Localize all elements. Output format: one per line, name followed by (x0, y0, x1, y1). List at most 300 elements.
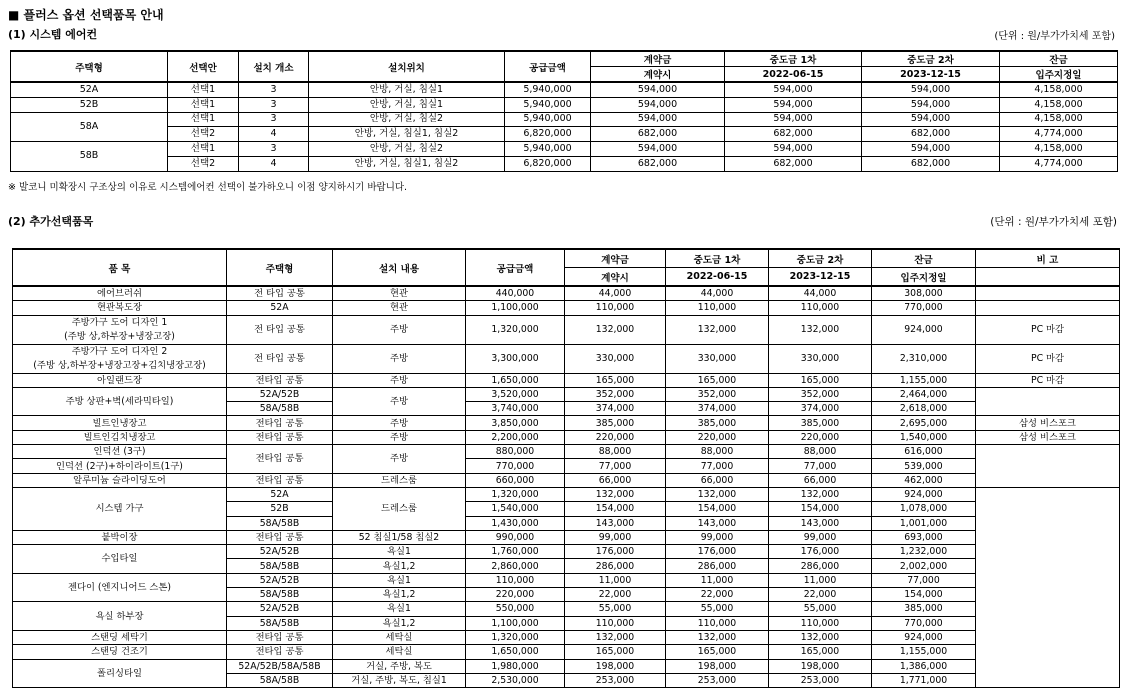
table-row (11, 156, 1118, 171)
cell-contract: 66,000 (565, 473, 666, 487)
cell-mid1: 88,000 (666, 445, 769, 459)
cell-type: 전타입 공통 (227, 373, 333, 387)
section1-heading: (1) 시스템 에어컨 (8, 28, 98, 41)
cell-contract: 198,000 (565, 659, 666, 673)
cell-contract: 594,000 (591, 97, 725, 112)
cell-type: 52B (227, 502, 333, 516)
cell-type: 52A/52B (227, 387, 333, 401)
cell-item: 젠다이 (엔지니어드 스톤) (13, 573, 227, 602)
cell-location: 안방, 거실, 침실1 (309, 82, 505, 97)
cell-balance: 924,000 (872, 630, 976, 644)
cell-contract: 44,000 (565, 286, 666, 301)
cell-mid2: 374,000 (769, 402, 872, 416)
cell-location: 안방, 거실, 침실2 (309, 112, 505, 127)
cell-contract: 99,000 (565, 530, 666, 544)
cell-count: 4 (239, 127, 309, 142)
table-row (13, 473, 1120, 487)
cell-mid2: 198,000 (769, 659, 872, 673)
cell-content: 주방 (333, 373, 466, 387)
cell-location: 안방, 거실, 침실1 (309, 97, 505, 112)
cell-balance: 616,000 (872, 445, 976, 459)
cell-balance: 2,695,000 (872, 416, 976, 430)
col-contract: 계약금 (565, 249, 666, 268)
cell-mid1: 55,000 (666, 602, 769, 616)
cell-balance: 1,001,000 (872, 516, 976, 530)
col-remark-sub (976, 268, 1120, 287)
cell-content: 주방 (333, 445, 466, 474)
cell-type: 52A/52B/58A/58B (227, 659, 333, 673)
table-row (13, 286, 1120, 301)
cell-mid1: 132,000 (666, 315, 769, 344)
cell-content: 욕실1 (333, 545, 466, 559)
cell-remark (976, 487, 1120, 687)
cell-mid2: 154,000 (769, 502, 872, 516)
cell-mid1: 594,000 (725, 97, 862, 112)
cell-mid2: 11,000 (769, 573, 872, 587)
table-row (13, 430, 1120, 444)
cell-type: 58A/58B (227, 673, 333, 687)
cell-mid2: 110,000 (769, 301, 872, 315)
cell-location: 안방, 거실, 침실1, 침실2 (309, 127, 505, 142)
cell-item: 수입타일 (13, 545, 227, 574)
cell-type: 전타입 공통 (227, 645, 333, 659)
cell-mid1: 99,000 (666, 530, 769, 544)
aircon-table (10, 50, 1118, 172)
cell-mid2: 594,000 (862, 142, 1000, 157)
cell-item: 인덕션 (2구)+하이라이트(1구) (13, 459, 227, 473)
table-row (11, 142, 1118, 157)
cell-content: 주방 (333, 416, 466, 430)
cell-content: 거실, 주방, 복도, 침실1 (333, 673, 466, 687)
cell-supply: 1,430,000 (466, 516, 565, 530)
table-row (13, 344, 1120, 373)
cell-supply: 1,650,000 (466, 645, 565, 659)
cell-item: 스탠딩 건조기 (13, 645, 227, 659)
cell-contract: 165,000 (565, 373, 666, 387)
cell-mid1: 143,000 (666, 516, 769, 530)
cell-balance: 1,232,000 (872, 545, 976, 559)
cell-mid1: 198,000 (666, 659, 769, 673)
cell-mid1: 132,000 (666, 630, 769, 644)
cell-content: 거실, 주방, 복도 (333, 659, 466, 673)
cell-mid1: 682,000 (725, 127, 862, 142)
cell-contract: 88,000 (565, 445, 666, 459)
table-row (13, 645, 1120, 659)
cell-content: 현관 (333, 286, 466, 301)
col-balance: 잔금 (1000, 51, 1118, 67)
cell-balance: 924,000 (872, 487, 976, 501)
cell-content: 욕실1,2 (333, 588, 466, 602)
cell-contract: 594,000 (591, 82, 725, 97)
cell-supply: 1,320,000 (466, 315, 565, 344)
cell-count: 3 (239, 112, 309, 127)
cell-content: 세탁실 (333, 630, 466, 644)
cell-content: 주방 (333, 430, 466, 444)
cell-balance: 154,000 (872, 588, 976, 602)
col-item: 품 목 (13, 249, 227, 286)
cell-type: 58A/58B (227, 559, 333, 573)
section2-heading: (2) 추가선택품목 (8, 215, 94, 228)
cell-supply: 2,200,000 (466, 430, 565, 444)
cell-remark: PC 마감 (976, 315, 1120, 344)
cell-mid1: 594,000 (725, 112, 862, 127)
cell-location: 안방, 거실, 침실1, 침실2 (309, 156, 505, 171)
col-mid2: 중도금 2차 (769, 249, 872, 268)
cell-type: 58B (11, 142, 168, 172)
cell-supply: 1,540,000 (466, 502, 565, 516)
cell-type: 52B (11, 97, 168, 112)
cell-supply: 2,860,000 (466, 559, 565, 573)
cell-supply: 1,980,000 (466, 659, 565, 673)
cell-mid1: 132,000 (666, 487, 769, 501)
cell-contract: 594,000 (591, 112, 725, 127)
cell-supply: 1,100,000 (466, 301, 565, 315)
cell-supply: 1,650,000 (466, 373, 565, 387)
cell-content: 욕실1,2 (333, 559, 466, 573)
col-type: 주택형 (227, 249, 333, 286)
cell-contract: 110,000 (565, 301, 666, 315)
cell-mid2: 286,000 (769, 559, 872, 573)
cell-mid1: 594,000 (725, 82, 862, 97)
cell-mid1: 11,000 (666, 573, 769, 587)
cell-supply: 5,940,000 (505, 97, 591, 112)
cell-balance: 4,158,000 (1000, 82, 1118, 97)
table-row (13, 487, 1120, 501)
cell-item: 알루미늄 슬라이딩도어 (13, 473, 227, 487)
cell-contract: 682,000 (591, 156, 725, 171)
cell-contract: 253,000 (565, 673, 666, 687)
cell-balance: 1,540,000 (872, 430, 976, 444)
col-content: 설치 내용 (333, 249, 466, 286)
cell-item: 빌트인김치냉장고 (13, 430, 227, 444)
cell-contract: 132,000 (565, 315, 666, 344)
cell-supply: 1,320,000 (466, 487, 565, 501)
cell-supply: 550,000 (466, 602, 565, 616)
table-row (11, 82, 1118, 97)
cell-contract: 385,000 (565, 416, 666, 430)
cell-contract: 286,000 (565, 559, 666, 573)
cell-balance: 4,158,000 (1000, 112, 1118, 127)
cell-mid2: 55,000 (769, 602, 872, 616)
cell-content: 드레스룸 (333, 487, 466, 530)
cell-contract: 682,000 (591, 127, 725, 142)
cell-supply: 440,000 (466, 286, 565, 301)
cell-supply: 220,000 (466, 588, 565, 602)
cell-mid1: 77,000 (666, 459, 769, 473)
cell-mid1: 385,000 (666, 416, 769, 430)
cell-type: 52A (227, 487, 333, 501)
cell-content: 주방 (333, 344, 466, 373)
cell-mid2: 110,000 (769, 616, 872, 630)
cell-option: 선택2 (168, 156, 239, 171)
cell-supply: 5,940,000 (505, 142, 591, 157)
cell-mid1: 154,000 (666, 502, 769, 516)
table-row (13, 573, 1120, 587)
cell-option: 선택1 (168, 112, 239, 127)
table-row (13, 602, 1120, 616)
cell-count: 3 (239, 142, 309, 157)
col-option: 선택안 (168, 51, 239, 82)
cell-type: 58A (11, 112, 168, 142)
cell-mid1: 165,000 (666, 373, 769, 387)
cell-balance: 385,000 (872, 602, 976, 616)
cell-mid2: 253,000 (769, 673, 872, 687)
table-row (13, 530, 1120, 544)
col-balance-sub: 입주지정일 (872, 268, 976, 287)
cell-supply: 110,000 (466, 573, 565, 587)
cell-balance: 4,774,000 (1000, 127, 1118, 142)
cell-item: 빌트인냉장고 (13, 416, 227, 430)
cell-location: 안방, 거실, 침실2 (309, 142, 505, 157)
cell-type: 전타입 공통 (227, 530, 333, 544)
cell-mid2: 99,000 (769, 530, 872, 544)
cell-type: 52A (11, 82, 168, 97)
cell-mid1: 286,000 (666, 559, 769, 573)
cell-content: 주방 (333, 315, 466, 344)
cell-contract: 143,000 (565, 516, 666, 530)
cell-type: 전 타입 공통 (227, 286, 333, 301)
cell-contract: 55,000 (565, 602, 666, 616)
cell-contract: 154,000 (565, 502, 666, 516)
cell-mid1: 176,000 (666, 545, 769, 559)
cell-type: 58A/58B (227, 516, 333, 530)
cell-mid1: 253,000 (666, 673, 769, 687)
options-table (12, 248, 1120, 688)
cell-mid2: 77,000 (769, 459, 872, 473)
cell-type: 52A (227, 301, 333, 315)
cell-item: 폴리싱타일 (13, 659, 227, 688)
col-type: 주택형 (11, 51, 168, 82)
cell-item: 시스템 가구 (13, 487, 227, 530)
cell-supply: 1,320,000 (466, 630, 565, 644)
col-supply: 공급금액 (505, 51, 591, 82)
cell-item: 주방가구 도어 디자인 2 (주방 상,하부장+냉장고장+김치냉장고장) (13, 344, 227, 373)
cell-mid1: 110,000 (666, 616, 769, 630)
cell-contract: 77,000 (565, 459, 666, 473)
options-table-body (13, 286, 1120, 688)
col-mid2: 중도금 2차 (862, 51, 1000, 67)
cell-contract: 330,000 (565, 344, 666, 373)
cell-mid2: 352,000 (769, 387, 872, 401)
table-row (11, 97, 1118, 112)
cell-mid2: 143,000 (769, 516, 872, 530)
cell-type: 58A/58B (227, 402, 333, 416)
cell-item: 스탠딩 세탁기 (13, 630, 227, 644)
cell-content: 욕실1 (333, 573, 466, 587)
cell-mid1: 66,000 (666, 473, 769, 487)
cell-remark (976, 445, 1120, 488)
cell-supply: 6,820,000 (505, 156, 591, 171)
col-supply: 공급금액 (466, 249, 565, 286)
cell-contract: 374,000 (565, 402, 666, 416)
cell-supply: 3,850,000 (466, 416, 565, 430)
cell-supply: 5,940,000 (505, 112, 591, 127)
cell-content: 현관 (333, 301, 466, 315)
col-mid1: 중도금 1차 (725, 51, 862, 67)
cell-contract: 165,000 (565, 645, 666, 659)
aircon-note: ※ 발코니 미확장시 구조상의 이유로 시스템에어컨 선택이 불가하오니 이점 양지하시기 바랍니다. (8, 182, 408, 193)
cell-balance: 1,771,000 (872, 673, 976, 687)
cell-content: 욕실1,2 (333, 616, 466, 630)
cell-balance: 308,000 (872, 286, 976, 301)
cell-remark (976, 387, 1120, 416)
table-row (13, 545, 1120, 559)
cell-mid1: 44,000 (666, 286, 769, 301)
cell-mid2: 66,000 (769, 473, 872, 487)
table-row (13, 387, 1120, 401)
cell-item: 욕실 하부장 (13, 602, 227, 631)
cell-balance: 1,078,000 (872, 502, 976, 516)
cell-option: 선택1 (168, 97, 239, 112)
cell-mid1: 220,000 (666, 430, 769, 444)
cell-balance: 2,464,000 (872, 387, 976, 401)
cell-balance: 1,386,000 (872, 659, 976, 673)
cell-supply: 2,530,000 (466, 673, 565, 687)
cell-mid2: 594,000 (862, 112, 1000, 127)
cell-mid1: 110,000 (666, 301, 769, 315)
cell-mid2: 132,000 (769, 315, 872, 344)
cell-remark: PC 마감 (976, 373, 1120, 387)
cell-contract: 132,000 (565, 630, 666, 644)
col-mid2-sub: 2023-12-15 (769, 268, 872, 287)
table-row (13, 659, 1120, 673)
cell-mid2: 165,000 (769, 373, 872, 387)
cell-supply: 1,100,000 (466, 616, 565, 630)
section2-unit: (단위 : 원/부가가치세 포함) (990, 216, 1117, 228)
cell-item: 인덕션 (3구) (13, 445, 227, 459)
col-mid1-sub: 2022-06-15 (725, 67, 862, 83)
cell-mid2: 594,000 (862, 82, 1000, 97)
cell-supply: 3,740,000 (466, 402, 565, 416)
cell-mid2: 132,000 (769, 630, 872, 644)
cell-supply: 1,760,000 (466, 545, 565, 559)
cell-supply: 660,000 (466, 473, 565, 487)
cell-balance: 1,155,000 (872, 645, 976, 659)
cell-balance: 924,000 (872, 315, 976, 344)
cell-supply: 3,520,000 (466, 387, 565, 401)
cell-supply: 3,300,000 (466, 344, 565, 373)
cell-mid2: 220,000 (769, 430, 872, 444)
cell-contract: 110,000 (565, 616, 666, 630)
cell-content: 52 침실1/58 침실2 (333, 530, 466, 544)
col-mid1: 중도금 1차 (666, 249, 769, 268)
cell-contract: 11,000 (565, 573, 666, 587)
cell-balance: 539,000 (872, 459, 976, 473)
table-row (13, 301, 1120, 315)
col-contract-sub: 계약시 (565, 268, 666, 287)
cell-supply: 770,000 (466, 459, 565, 473)
cell-balance: 2,618,000 (872, 402, 976, 416)
table-row (11, 127, 1118, 142)
cell-type: 전타입 공통 (227, 445, 333, 474)
cell-mid2: 132,000 (769, 487, 872, 501)
table-row (13, 445, 1120, 459)
table-row (13, 315, 1120, 344)
cell-option: 선택1 (168, 82, 239, 97)
cell-balance: 2,310,000 (872, 344, 976, 373)
cell-type: 전타입 공통 (227, 430, 333, 444)
cell-type: 전 타입 공통 (227, 344, 333, 373)
cell-balance: 693,000 (872, 530, 976, 544)
cell-mid1: 165,000 (666, 645, 769, 659)
col-balance: 잔금 (872, 249, 976, 268)
cell-item: 주방가구 도어 디자인 1 (주방 상,하부장+냉장고장) (13, 315, 227, 344)
cell-mid2: 176,000 (769, 545, 872, 559)
col-count: 설치 개소 (239, 51, 309, 82)
cell-supply: 990,000 (466, 530, 565, 544)
cell-content: 욕실1 (333, 602, 466, 616)
cell-remark: PC 마감 (976, 344, 1120, 373)
cell-supply: 6,820,000 (505, 127, 591, 142)
cell-type: 전 타입 공통 (227, 315, 333, 344)
cell-contract: 220,000 (565, 430, 666, 444)
cell-option: 선택2 (168, 127, 239, 142)
cell-item: 아일랜드장 (13, 373, 227, 387)
cell-content: 세탁실 (333, 645, 466, 659)
cell-contract: 352,000 (565, 387, 666, 401)
cell-balance: 1,155,000 (872, 373, 976, 387)
cell-balance: 462,000 (872, 473, 976, 487)
cell-contract: 132,000 (565, 487, 666, 501)
cell-type: 52A/52B (227, 573, 333, 587)
cell-type: 58A/58B (227, 588, 333, 602)
cell-type: 52A/52B (227, 545, 333, 559)
cell-remark (976, 301, 1120, 315)
table-row (13, 373, 1120, 387)
cell-remark (976, 286, 1120, 301)
cell-mid1: 330,000 (666, 344, 769, 373)
col-location: 설치위치 (309, 51, 505, 82)
cell-item: 주방 상판+벽(세라믹타일) (13, 387, 227, 416)
cell-contract: 594,000 (591, 142, 725, 157)
cell-count: 4 (239, 156, 309, 171)
cell-mid2: 44,000 (769, 286, 872, 301)
section1-unit: (단위 : 원/부가가치세 포함) (994, 31, 1115, 42)
cell-remark: 삼성 비스포크 (976, 430, 1120, 444)
table-row (11, 112, 1118, 127)
cell-count: 3 (239, 97, 309, 112)
cell-balance: 770,000 (872, 301, 976, 315)
cell-mid1: 374,000 (666, 402, 769, 416)
cell-count: 3 (239, 82, 309, 97)
cell-balance: 4,158,000 (1000, 97, 1118, 112)
cell-mid2: 22,000 (769, 588, 872, 602)
cell-contract: 22,000 (565, 588, 666, 602)
cell-supply: 5,940,000 (505, 82, 591, 97)
cell-mid2: 385,000 (769, 416, 872, 430)
cell-type: 52A/52B (227, 602, 333, 616)
cell-type: 58A/58B (227, 616, 333, 630)
cell-balance: 4,774,000 (1000, 156, 1118, 171)
cell-mid2: 330,000 (769, 344, 872, 373)
cell-type: 전타입 공통 (227, 416, 333, 430)
cell-item: 붙박이장 (13, 530, 227, 544)
page-title: ■ 플러스 옵션 선택품목 안내 (8, 8, 164, 22)
col-contract: 계약금 (591, 51, 725, 67)
cell-mid1: 352,000 (666, 387, 769, 401)
cell-balance: 770,000 (872, 616, 976, 630)
cell-supply: 880,000 (466, 445, 565, 459)
cell-mid1: 594,000 (725, 142, 862, 157)
col-mid1-sub: 2022-06-15 (666, 268, 769, 287)
cell-balance: 77,000 (872, 573, 976, 587)
cell-mid2: 594,000 (862, 97, 1000, 112)
cell-mid2: 165,000 (769, 645, 872, 659)
table-row (13, 459, 1120, 473)
cell-remark: 삼성 비스포크 (976, 416, 1120, 430)
cell-content: 드레스룸 (333, 473, 466, 487)
cell-balance: 2,002,000 (872, 559, 976, 573)
